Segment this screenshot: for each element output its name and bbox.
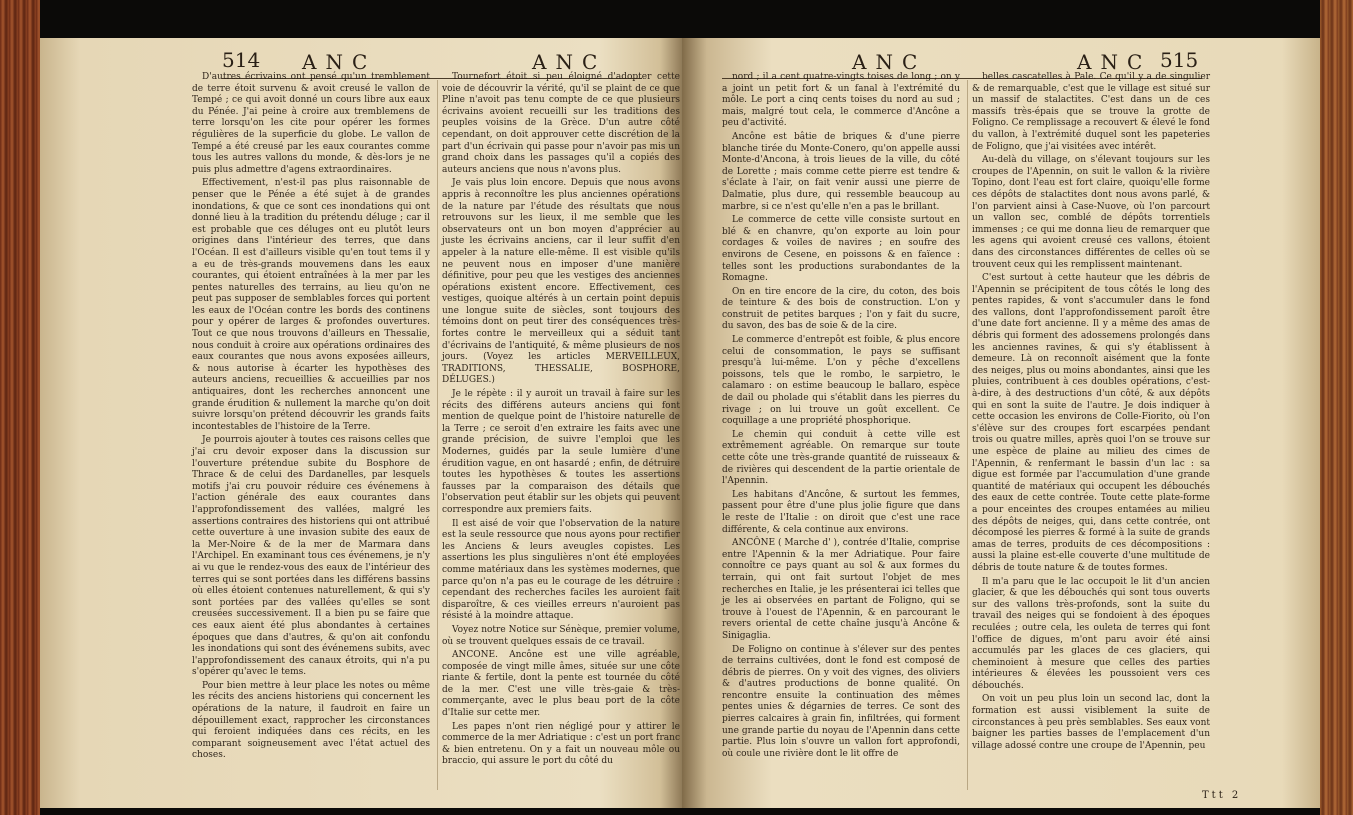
left-page-column-1 xyxy=(192,72,430,764)
column-divider-left xyxy=(437,80,438,790)
signature-mark: Ttt 2 xyxy=(1202,790,1242,801)
running-head-left-2: ANC xyxy=(532,50,607,74)
paragraph: On voit un peu plus loin un second lac, dont la formation est aussi visiblement la suite de circonstances à peu près semblables. Ses eaux vont baigner les parties basses de l'emplacement d'un village adossé contre une croupe de l'Apennin, peu xyxy=(972,694,1210,751)
paragraph: Ancône est bâtie de briques & d'une pierre blanche tirée du Monte-Conero, qu'on appelle aussi Monte-d'Ancona, à trois lieues de la ville, du côté de Lorette ; mais comme cette pierre est tendre & s'éclate à l'air, on fait venir aussi une pierre de Dalmatie, plus dure, qui ressemble beaucoup au marbre, si ce n'est qu'elle n'en a pas le brillant. xyxy=(722,131,960,212)
paragraph: On en tire encore de la cire, du coton, des bois de teinture & des bois de construction. L'on y construit de petites barques ; l'on y fait du sucre, du savon, des bas de soie & de la cire. xyxy=(722,286,960,332)
paragraph: Le commerce de cette ville consiste surtout en blé & en chanvre, qu'on exporte au loin pour cordages & voiles de navires ; en soufre des environs de Cesene, en poissons & en faïence : telles sont les productions surabondantes de la Romagne. xyxy=(722,215,960,284)
page-number-left: 514 xyxy=(222,48,261,72)
paragraph: De Foligno on continue à s'élever sur des pentes de terrains cultivées, dont le fond est composé de débris de pierres. On y voit des vignes, des oliviers & d'autres productions de bonne qualité. On rencontre ensuite la continuation des mêmes pentes unies & dégarnies de terres. Ce sont des pierres calcaires à grain fin, infiltrées, qui forment une grande partie du noyau de l'Apennin dans cette partie. Plus loin s'ouvre un vallon fort approfondi, où coule une rivière dont le lit offre de xyxy=(722,644,960,759)
paragraph: ANCÔNE ( Marche d' ), contrée d'Italie, comprise entre l'Apennin & la mer Adriatique. Pour faire connoître ce pays quant au sol & aux formes du terrain, qui ont fait surtout l'objet de mes recherches en Italie, je les présenterai ici telles que je les ai observées en partant de Foligno, qui se trouve à l'ouest de l'Apennin, & en parcourant le revers oriental de cette chaîne jusqu'à Ancône & Sinigaglia. xyxy=(722,538,960,641)
paragraph: D'autres écrivains ont pensé qu'un tremblement de terre étoit survenu & avoit creusé le vallon de Tempé ; ce qui avoit donné un cours libre aux eaux du Pénée. J'ai peine à croire aux tremblemens de terre lorsqu'on les cite pour opérer les formes régulières de la superficie du globe. Le vallon de Tempé a été creusé par les eaux courantes comme tous les autres vallons du monde, & dès-lors je ne puis plus admettre d'agens extraordinaires. xyxy=(192,72,430,175)
paragraph: nord ; il a cent quatre-vingts toises de long ; on y a joint un petit fort & un fanal à l'extrémité du môle. Le port a cinq cents toises du nord au sud ; mais, malgré tout cela, le commerce d'Ancône a peu d'activité. xyxy=(722,72,960,129)
running-head-right-2: ANC xyxy=(1077,50,1152,74)
paragraph: Tournefort étoit si peu éloigné d'adopter cette voie de découvrir la vérité, qu'il se plaint de ce que Pline n'avoit pas tenu compte de ce que plusieurs écrivains avoient recueilli sur les traditions des peuples voisins de la Grèce. D'un autre côté cependant, on doit approuver cette discrétion de la part d'un écrivain qui passe pour n'avoir pas mis un grand choix dans les passages qu'il a copiés des auteurs anciens que nous n'avons plus. xyxy=(442,72,680,175)
paragraph: Je pourrois ajouter à toutes ces raisons celles que j'ai cru devoir exposer dans la discussion sur l'ouverture prétendue subite du Bosphore de Thrace & de celui des Dardanelles, par lesquels motifs j'ai cru pouvoir réduire ces événemens à l'action générale des eaux courantes dans l'approfondissement des vallées, malgré les assertions contraires des historiens qui ont attribué cette ouverture à une invasion subite des eaux de la Mer-Noire & de la mer de Marmara dans l'Archipel. En examinant tous ces événemens, je n'y ai vu que le rendez-vous des eaux de l'intérieur des terres qui se sont portées dans les différens bassins où elles étoient contenues naturellement, & qui s'y sont portées par des vallées qu'elles se sont creusées successivement. Il a bien pu se faire que ces eaux aient été plus abondantes à certaines époques que dans d'autres, & qu'on ait confondu les inondations qui sont des événemens subits, avec l'approfondissement des canaux étroits, qui n'a pu s'opérer qu'avec le tems. xyxy=(192,435,430,678)
paragraph: Le chemin qui conduit à cette ville est extrêmement agréable. On remarque sur toute cette côte une très-grande quantité de ruisseaux & de rivières qui descendent de la partie orientale de l'Apennin. xyxy=(722,429,960,487)
paragraph: C'est surtout à cette hauteur que les débris de l'Apennin se précipitent de tous côtés le long des pentes rapides, & vont s'accumuler dans le fond des vallons, dont l'approfondissement paroît être d'une date fort ancienne. Il y a même des amas de débris qui forment des adossemens prolongés dans les anciennes ravines, & qui s'y établissent à demeure. Là on reconnoît aisément que la fonte des neiges, plus ou moins abondantes, ainsi que les pluies, contribuent à ces doubles opérations, c'est-à-dire, à des destructions d'un côté, & aux dépôts qui en sont la suite de l'autre. Je dois indiquer à cette occasion les environs de Colle-Fiorito, où l'on s'élève sur des croupes fort escarpées pendant trois ou quatre milles, après quoi l'on se trouve sur une espèce de plaine au milieu des cimes de l'Apennin, & renfermant le bassin d'un lac : sa digue est formée par l'accumulation d'une grande quantité de matériaux qui occupent les débouchés des eaux de cette contrée. Toute cette plate-forme a pour enceintes des croupes entamées au milieu des dépôts de neiges, qui, dans cette contrée, ont décomposé les pierres & formé à la suite de grands amas de terres, produits de ces décompositions : aussi la plaine est-elle couverte d'une multitude de débris de toute nature & de toutes formes. xyxy=(972,273,1210,573)
page-number-right: 515 xyxy=(1160,48,1199,72)
paragraph: Voyez notre Notice sur Sénèque, premier volume, où se trouvent quelques essais de ce travail. xyxy=(442,624,680,647)
paragraph: Au-delà du village, on s'élevant toujours sur les croupes de l'Apennin, on suit le vallon & la rivière Topino, dont l'eau est fort claire, quoiqu'elle forme ces dépôts de stalactites dont nous avons parlé, & l'on parvient ainsi à Case-Nuove, où l'on parcourt un vallon sec, comblé de dépôts torrentiels immenses ; ce qui me donna lieu de remarquer que les agens qui avoient creusé ces vallons, étoient dans des circonstances différentes de celles où se trouvent ceux qui les remplissent maintenant. xyxy=(972,155,1210,270)
running-head-right-1: ANC xyxy=(852,50,927,74)
right-page xyxy=(682,38,1320,808)
column-divider-right xyxy=(967,80,968,790)
book-edge-left xyxy=(0,0,40,815)
left-page xyxy=(40,38,682,808)
paragraph: Le commerce d'entrepôt est foible, & plus encore celui de consommation, le pays se suffisant presqu'à lui-même. L'on y pêche d'excellens poissons, tels que le rombo, le sarpietro, le calamaro : on estime beaucoup le ballaro, espèce de dail ou pholade qui s'établit dans les pierres du rivage ; on lui trouve un goût excellent. Ce coquillage a une propriété phosphorique. xyxy=(722,335,960,427)
left-page-column-2 xyxy=(442,72,680,770)
paragraph: Je le répète : il y auroit un travail à faire sur les récits des différens auteurs anciens qui font mention de quelque point de l'histoire naturelle de la Terre ; ce seroit d'en extraire les faits avec une grande précision, de suivre l'emploi que les Modernes, guidés par la seule lumière d'une érudition vague, en ont hasardé ; enfin, de détruire toutes les hypothèses & toutes les assertions fausses par la comparaison des détails que l'observation peut établir sur les objets qui peuvent correspondre aux premiers faits. xyxy=(442,389,680,515)
paragraph: Il m'a paru que le lac occupoit le lit d'un ancien glacier, & que les débouchés qui sont tous ouverts sur des vallons très-profonds, sont la suite du travail des neiges qui se fondoient à des époques reculées ; outre cela, les ouleta de terres qui font l'office de digues, m'ont paru avoir été ainsi accumulés par les glaces de ces glaciers, qui cheminoient à mesure que celles des parties intérieures & élevées les poussoient vers ces débouchés. xyxy=(972,576,1210,691)
paragraph: Je vais plus loin encore. Depuis que nous avons appris à reconnoître les plus anciennes opérations de la nature par l'étude des résultats que nous retrouvons sur les lieux, il me semble que les observateurs ont un bon moyen d'apprécier au juste les écrivains anciens, car il leur suffit d'en appeler à la nature elle-même. Il est visible qu'ils ne peuvent nous en imposer d'une manière définitive, pour peu que les vestiges des anciennes opérations existent encore. Effectivement, ces vestiges, quoique altérés à un certain point depuis une longue suite de siècles, sont toujours des témoins dont on peut tirer des conséquences très-fortes contre le merveilleux qui a séduit tant d'écrivains de l'antiquité, & même plusieurs de nos jours. (Voyez les articles MERVEILLEUX, TRADITIONS, THESSALIE, BOSPHORE, DÉLUGES.) xyxy=(442,178,680,386)
paragraph: Les habitans d'Ancône, & surtout les femmes, passent pour être d'une plus jolie figure que dans le reste de l'Italie : on diroit que c'est une race différente, & cela continue aux environs. xyxy=(722,489,960,535)
paragraph: ANCONE. Ancône est une ville agréable, composée de vingt mille âmes, située sur une côte riante & fertile, dont la pente est tournée du côté de la mer. C'est une ville très-gaie & très-commerçante, avec le plus beau port de la côte d'Italie sur cette mer. xyxy=(442,650,680,719)
paragraph: Il est aisé de voir que l'observation de la nature est la seule ressource que nous ayons pour rectifier les Anciens & leurs aveugles copistes. Les assertions les plus singulières n'ont été employées comme matériaux dans les systèmes modernes, que parce qu'on n'a pas eu le courage de les détruire : cependant des recherches faciles les auroient fait disparoître, & ces vieilles erreurs n'auroient pas résisté à la moindre attaque. xyxy=(442,518,680,622)
book-edge-right xyxy=(1320,0,1353,815)
running-head-left-1: ANC xyxy=(302,50,377,74)
paragraph: Effectivement, n'est-il pas plus raisonnable de penser que le Pénée a été sujet à de grandes inondations, & que ce sont ces inondations qui ont donné lieu à la tradition du prétendu déluge ; car il est probable que ces déluges ont eu plutôt leurs origines dans l'intérieur des terres, que dans l'Océan. Il est d'ailleurs visible qu'en tout tems il y a eu de très-grands mouvemens dans les eaux courantes, qui étoient entraînées à la mer par les pentes naturelles des terrains, au lieu qu'on ne peut pas supposer de semblables forces qui portent les eaux de l'Océan contre les bords des continens pour y opérer de larges & profondes ouvertures. Tout ce que nous trouvons d'ailleurs en Thessalie, nous conduit à croire aux opérations ordinaires des eaux courantes que nous avons exposées ailleurs, & nous autorise à écarter les hypothèses des auteurs anciens, recueillies & accueillies par nos antiquaires, dont les recherches annoncent une grande érudition & nullement la marche qu'on doit suivre lorsqu'on prétend découvrir les grands faits incontestables de l'histoire de la Terre. xyxy=(192,178,430,432)
paragraph: Les papes n'ont rien négligé pour y attirer le commerce de la mer Adriatique : c'est un port franc & bien entretenu. On y a fait un nouveau môle ou braccio, qui assure le port du côté du xyxy=(442,721,680,767)
paragraph: belles cascatelles à Pale. Ce qu'il y a de singulier & de remarquable, c'est que le village est situé sur un massif de stalactites. C'est dans un de ces massifs très-épais que se trouve la grotte de Foligno. Ce remplissage a recouvert & élevé le fond du vallon, à l'extrémité duquel sont les papeteries de Foligno, que j'ai visitées avec intérêt. xyxy=(972,72,1210,152)
right-page-column-2 xyxy=(972,72,1210,754)
paragraph: Pour bien mettre à leur place les notes ou même les récits des anciens historiens qui concernent les opérations de la nature, il faudroit en faire un dépouillement exact, rapprocher les circonstances qui feroient indiquées dans ces récits, en les comparant soigneusement avec l'état actuel des choses. xyxy=(192,680,430,761)
right-page-column-1 xyxy=(722,72,960,762)
